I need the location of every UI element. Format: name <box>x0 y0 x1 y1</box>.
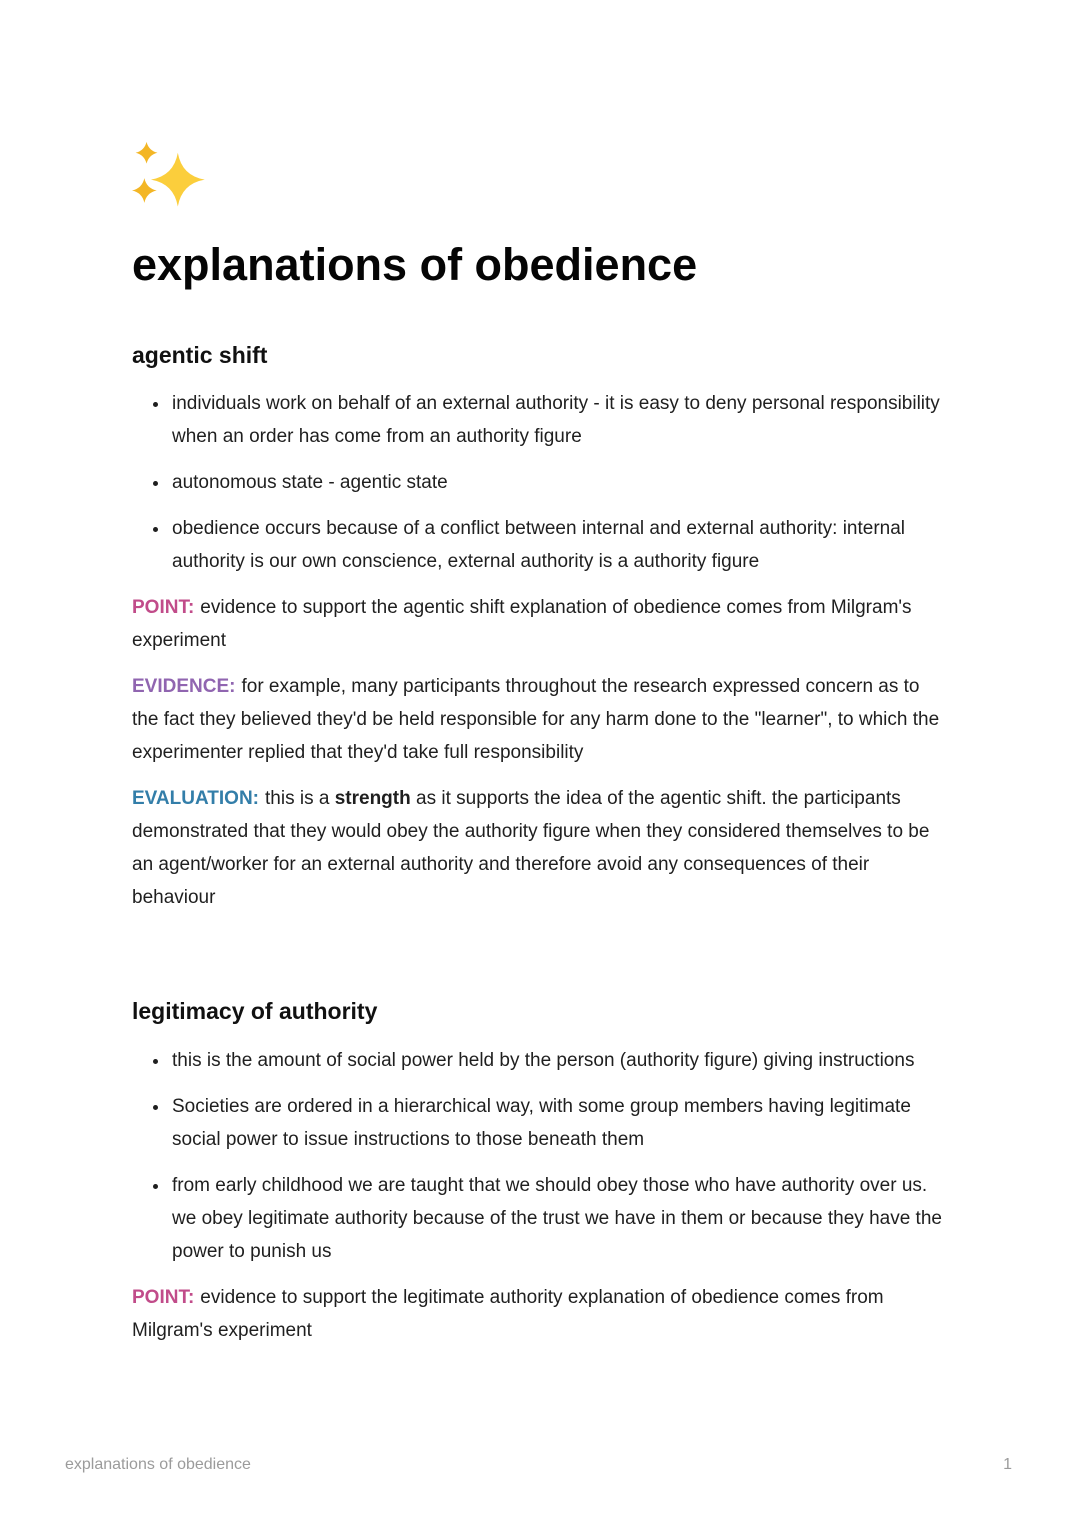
point-text: evidence to support the agentic shift explanation of obedience comes from Milgram's experiment <box>132 597 912 652</box>
list-item: • this is the amount of social power held by the person (authority figure) giving instructions <box>170 1044 947 1077</box>
list-item: • from early childhood we are taught that we should obey those who have authority over us. we obey legitimate authority because of the trust we have in them or because they have the power to punish us <box>170 1169 947 1268</box>
section-legitimacy-of-authority <box>132 998 947 1347</box>
footer-title: explanations of obedience <box>65 1456 251 1473</box>
evidence-paragraph <box>132 670 947 769</box>
section-heading-agentic-shift: agentic shift <box>132 341 268 368</box>
evaluation-paragraph <box>132 782 947 914</box>
page-footer <box>65 1456 1012 1474</box>
point-label: POINT: <box>132 597 195 619</box>
bullet-list <box>132 387 947 578</box>
sparkles-icon <box>132 138 947 214</box>
point-paragraph <box>132 1281 947 1347</box>
footer-page-number: 1 <box>1003 1456 1012 1473</box>
section-heading-legitimacy-of-authority: legitimacy of authority <box>132 998 378 1025</box>
list-item: • Societies are ordered in a hierarchical way, with some group members having legitimate social power to issue instructions to those beneath them <box>170 1090 947 1156</box>
evaluation-text-after-bold: as it supports the idea of the agentic shift. the participants demonstrated that they would obey the authority figure when they considered themselves to be an agent/worker for an external authority and therefore avoid any consequences of their behaviour <box>132 788 930 909</box>
page-title: explanations of obedience <box>132 239 698 290</box>
list-item: • autonomous state - agentic state <box>170 466 947 499</box>
evidence-label: EVIDENCE: <box>132 676 236 698</box>
evaluation-bold-text: strength <box>334 788 411 810</box>
evaluation-text-before-bold: this is a <box>265 788 335 810</box>
list-item: • obedience occurs because of a conflict between internal and external authority: internal authority is our own conscience, external authority is a authority figure <box>170 512 947 578</box>
bullet-list <box>132 1044 947 1268</box>
list-item: • individuals work on behalf of an external authority - it is easy to deny personal responsibility when an order has come from an authority figure <box>170 387 947 453</box>
evaluation-label: EVALUATION: <box>132 788 260 810</box>
point-text: evidence to support the legitimate authority explanation of obedience comes from Milgram's experiment <box>132 1286 884 1341</box>
point-label: POINT: <box>132 1286 195 1308</box>
document-content <box>132 138 947 1347</box>
section-agentic-shift <box>132 342 947 915</box>
evidence-text: for example, many participants throughout the research expressed concern as to the fact they believed they'd be held responsible for any harm done to the "learner", to which the experimenter replied that they'd take full responsibility <box>132 676 940 764</box>
point-paragraph <box>132 591 947 657</box>
